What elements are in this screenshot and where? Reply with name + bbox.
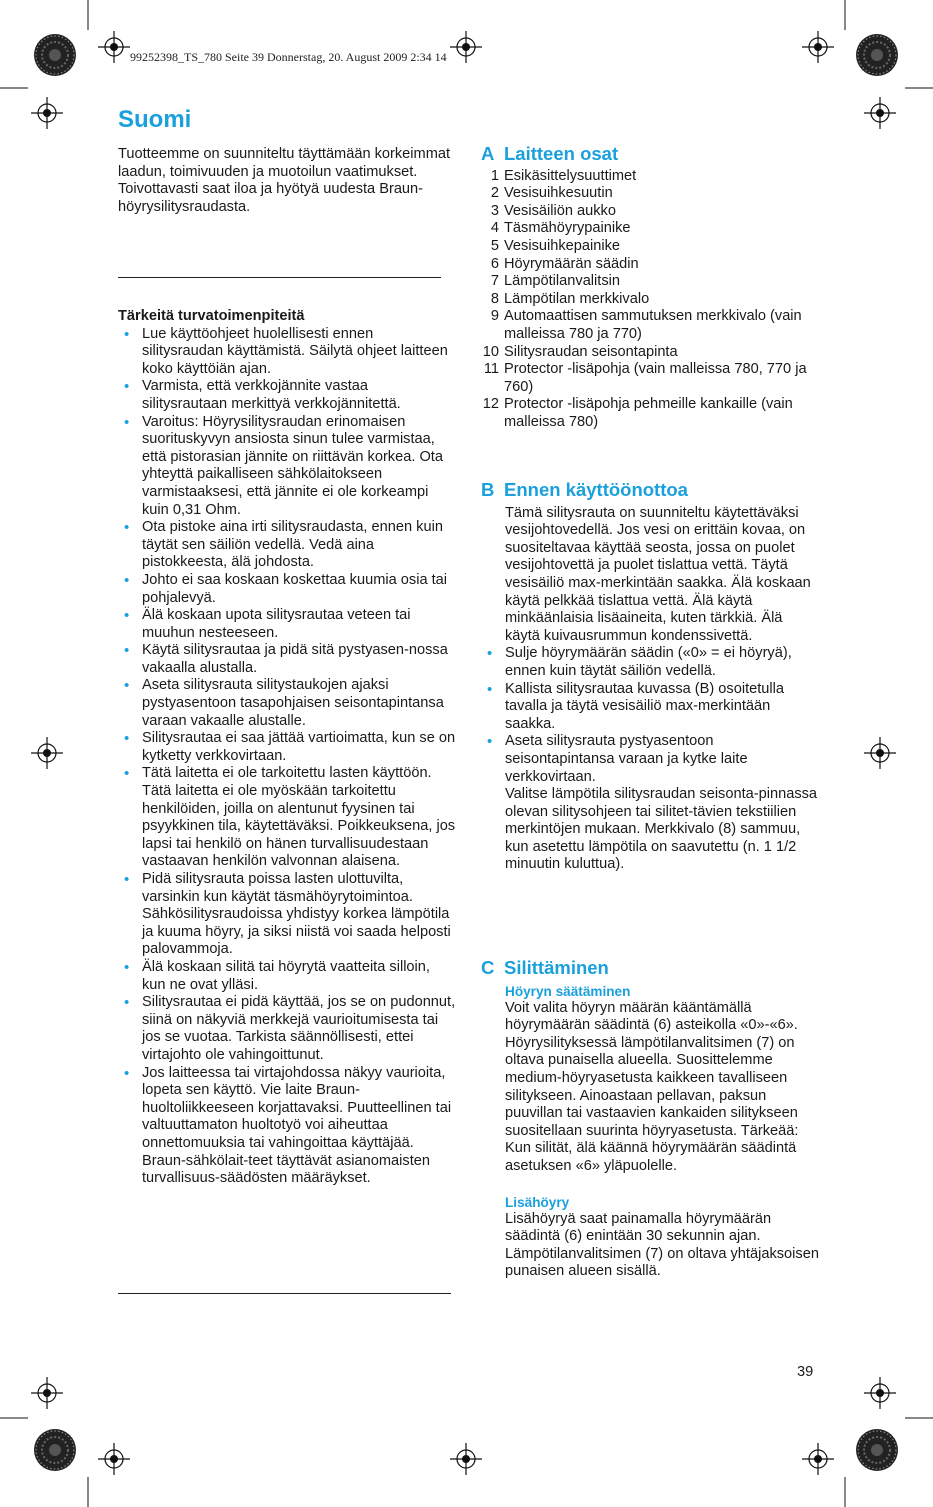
part-label: Vesisuihkesuutin (504, 185, 613, 202)
steam-adjust-p2: Höyrysilityksessä lämpötilanvalitsimen (7) on oltava punaisella alueella. Suosittelemme medium-höyryasetusta kaikkeen tavalliseen silitykseen. Ainoastaan pellavan, paksun puuvillan tai vastaavien kankaiden silitykseen suositellaan suurinta höyryasetusta. Tärkeää: Kun silität, älä käännä höyrymäärän säädintä asetuksen «6» yläpuolelle. (505, 1034, 799, 1174)
crosshair-bottom-center (450, 1443, 482, 1475)
safety-list (118, 326, 456, 1188)
crosshair-bottom-right (802, 1443, 834, 1475)
crosshair-left-bottom (31, 1377, 63, 1409)
part-item (481, 291, 821, 309)
part-label: Silitysraudan seisontapinta (504, 343, 678, 360)
intro-paragraph: Tuotteemme on suunniteltu täyttämään korkeimmat laadun, toimivuuden ja muotoilun vaatimukset. Toivottavasti saat iloa ja hyötyä uudesta Braun-höyrysilitysraudasta. (118, 146, 451, 215)
rosette-top-left (34, 34, 76, 76)
part-item (481, 220, 821, 238)
safety-item: • Varoitus: Höyrysilitysraudan erinomaisen suorituskyvyn ansiosta sinun tulee varmistaa, että pistorasian jännite on riittävän korkea. Ota yhteyttä paikalliseen sähkölaitokseen varmistaaksesi, että jännite ei ole korkeampi kuin 0,31 Ohm. (118, 414, 456, 520)
section-b-list (481, 645, 821, 786)
part-number: 7 (490, 273, 499, 290)
part-label: Lämpötilanvalitsin (504, 273, 621, 290)
crosshair-top-left (98, 31, 130, 63)
safety-item: • Silitysrautaa ei pidä käyttää, jos se on pudonnut, siinä on näkyviä merkkejä vaurioitumisesta tai jos se vuotaa. Tarkista säännöllisesti, ettei virtajohto ole vahingoittunut. (118, 994, 456, 1064)
parts-list (481, 168, 821, 432)
setup-step-item: • Aseta silitysrauta pystyasentoon seisontapintansa varaan ja kytke laite verkkovirtaan. (481, 733, 821, 786)
divider-bottom (118, 1293, 451, 1294)
section-b-heading (481, 481, 821, 499)
safety-item: • Aseta silitysrauta silitystaukojen ajaksi pystyasentoon tasapohjaisen seisontapintansa varaan vakaalle alustalle. (118, 677, 456, 730)
safety-item: • Ota pistoke aina irti silitysraudasta, ennen kuin täytät sen säiliön vedellä. Vedä aina pistokkeesta, älä johdosta. (118, 519, 456, 572)
part-label: Protector -lisäpohja (vain malleissa 780, 770 ja 760) (504, 361, 807, 395)
section-b-title: Ennen käyttöönottoa (504, 479, 688, 500)
section-b-outro: Valitse lämpötila silitysraudan seisonta-pinnassa olevan silitysohjeen tai silitet-tävien tekstiilien merkintöjen mukaan. Merkkivalo (8) sammuu, kun asetettu lämpötila on saavutettu (n. 1 1/2 minuutin kuluttua). (505, 786, 818, 873)
part-number: 5 (490, 237, 499, 254)
steam-adjust-heading: Höyryn säätäminen (505, 983, 631, 999)
part-item (481, 361, 821, 396)
part-label: Täsmähöyrypainike (504, 220, 631, 237)
safety-item: • Jos laitteessa tai virtajohdossa näkyy vaurioita, lopeta sen käyttö. Vie laite Braun-huoltoliikkeeseen korjattavaksi. Puutteellinen tai valtuuttamaton huoltotyö voi aiheuttaa onnettomuuksia tai vahingoittaa käyttäjää. Braun-sähkölait-teet täyttävät asianomaisten turvallisuus-säädösten määräykset. (118, 1065, 456, 1188)
part-number: 1 (490, 167, 499, 184)
safety-item: • Varmista, että verkkojännite vastaa silitysrautaan merkittyä verkkojännitettä. (118, 378, 456, 413)
part-item (481, 396, 821, 431)
safety-item: • Lue käyttöohjeet huolellisesti ennen silitysraudan käyttämistä. Säilytä ohjeet laitteen koko käyttöiän ajan. (118, 326, 456, 379)
part-number: 8 (490, 290, 499, 307)
crosshair-bottom-left (98, 1443, 130, 1475)
section-b (481, 481, 821, 874)
safety-item: • Älä koskaan silitä tai höyrytä vaatteita silloin, kun ne ovat ylläsi. (118, 959, 456, 994)
part-label: Automaattisen sammutuksen merkkivalo (vain malleissa 780 ja 770) (504, 308, 802, 342)
part-number: 6 (490, 255, 499, 272)
safety-item: • Silitysrautaa ei saa jättää vartioimatta, kun se on kytketty verkkovirtaan. (118, 730, 456, 765)
part-item (481, 308, 821, 343)
steam-adjust-p1: Voit valita höyryn määrän kääntämällä höyrymäärän säädintä (6) asteikolla «0»-«6». (505, 999, 798, 1034)
part-item (481, 273, 821, 291)
divider-top (118, 277, 441, 278)
safety-item: • Pidä silitysrauta poissa lasten ulottuvilta, varsinkin kun käytät täsmähöyrytoimintoa. Sähkösilitysraudoissa yhdistyy korkea lämpötila ja kuuma höyry, ja siksi niistä voi saada helposti palovammoja. (118, 871, 456, 959)
safety-item: • Käytä silitysrautaa ja pidä sitä pystyasen-nossa vakaalla alustalla. (118, 642, 456, 677)
page-number: 39 (797, 1364, 814, 1380)
part-number: 4 (490, 220, 499, 237)
part-item (481, 203, 821, 221)
crosshair-right-middle (864, 737, 896, 769)
extra-steam-text: Lisähöyryä saat painamalla höyrymäärän säädintä (6) enintään 30 sekunnin ajan. Lämpötilanvalitsimen (7) on oltava yhtäjaksoisen punaisen alueen sisällä. (505, 1210, 819, 1280)
crosshair-right-bottom (864, 1377, 896, 1409)
part-number: 12 (482, 396, 499, 413)
part-item (481, 238, 821, 256)
part-label: Lämpötilan merkkivalo (504, 290, 650, 307)
print-header-meta: 99252398_TS_780 Seite 39 Donnerstag, 20. August 2009 2:34 14 (130, 50, 447, 64)
section-c (481, 959, 821, 1281)
crosshair-top-right (802, 31, 834, 63)
setup-step-item: • Kallista silitysrautaa kuvassa (B) osoitetulla tavalla ja täytä vesisäiliö max-merkintään saakka. (481, 681, 821, 734)
part-label: Höyrymäärän säädin (504, 255, 639, 272)
crosshair-right-top (864, 97, 896, 129)
section-c-letter: C (481, 957, 495, 978)
part-item (481, 256, 821, 274)
safety-item: • Älä koskaan upota silitysrautaa veteen tai muuhun nesteeseen. (118, 607, 456, 642)
part-number: 3 (490, 202, 499, 219)
part-item (481, 185, 821, 203)
part-number: 10 (482, 343, 499, 360)
extra-steam-heading: Lisähöyry (505, 1194, 570, 1210)
crosshair-left-middle (31, 737, 63, 769)
section-c-heading (481, 959, 821, 977)
safety-item: • Johto ei saa koskaan koskettaa kuumia osia tai pohjalevyä. (118, 572, 456, 607)
rosette-top-right (856, 34, 898, 76)
part-item (481, 344, 821, 362)
section-b-intro: Tämä silitysrauta on suunniteltu käytettäväksi vesijohtovedellä. Jos vesi on erittäin kovaa, on suositeltavaa käyttää seosta, jossa on puolet vesijohtovettä ja puolet tislattua vettä. Täytä vesisäiliö max-merkintään saakka. Älä koskaan käytä pelkkää tislattua vettä. Älä käytä minkäänlaisia lisäaineita, kuten tärkkiä. Älä käytä kuivausrummun kondenssivettä. (505, 504, 811, 644)
safety-item: • Tätä laitetta ei ole tarkoitettu lasten käyttöön. Tätä laitetta ei ole myöskään tarkoitettu henkilöiden, joilla on alentunut fyysinen tai psyykkinen tila, käytettäväksi. Poikkeuksena, jos lapsi tai henkilö on hänen turvallisuudestaan vastaavan henkilön valvonnan alaisena. (118, 765, 456, 871)
crosshair-top-center (450, 31, 482, 63)
part-number: 11 (483, 361, 499, 378)
section-c-title: Silittäminen (504, 957, 609, 978)
section-a (481, 145, 821, 432)
part-item (481, 168, 821, 186)
setup-step-item: • Sulje höyrymäärän säädin («0» = ei höyryä), ennen kuin täytät säiliön vedellä. (481, 645, 821, 680)
part-label: Esikäsittelysuuttimet (504, 167, 637, 184)
safety-section (118, 308, 456, 1188)
section-b-letter: B (481, 479, 495, 500)
part-number: 2 (490, 185, 499, 202)
rosette-bottom-right (856, 1429, 898, 1471)
part-number: 9 (490, 308, 499, 325)
section-a-heading (481, 145, 821, 163)
part-label: Protector -lisäpohja pehmeille kankaille (vain malleissa 780) (504, 396, 793, 430)
page-title: Suomi (118, 106, 192, 133)
section-a-title: Laitteen osat (504, 143, 619, 164)
safety-heading: Tärkeitä turvatoimenpiteitä (118, 308, 305, 324)
rosette-bottom-left (34, 1429, 76, 1471)
part-label: Vesisuihkepainike (504, 237, 621, 254)
part-label: Vesisäiliön aukko (504, 202, 616, 219)
crosshair-left-top (31, 97, 63, 129)
section-a-letter: A (481, 143, 495, 164)
